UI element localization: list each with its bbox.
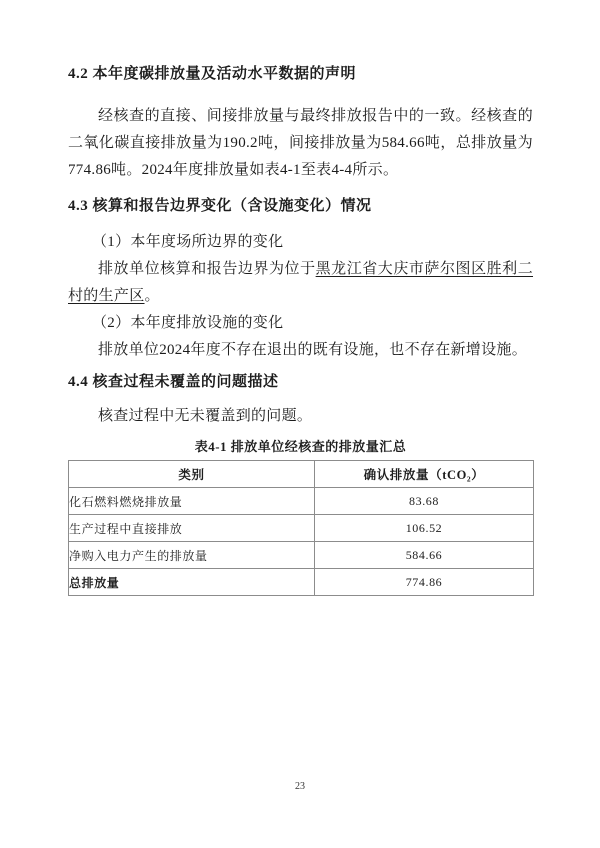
table-row-total [69,569,534,596]
boundary-text-prefix: 排放单位核算和报告边界为位于 [98,261,316,277]
section-4-3-item-1: （1）本年度场所边界的变化 [92,234,284,250]
page-number: 23 [295,781,305,792]
row-value-total: 774.86 [315,569,534,596]
table-row [69,515,534,542]
section-4-4-heading: 4.4 核查过程未覆盖的问题描述 [68,374,279,390]
table-4-1-title: 表4-1 排放单位经核查的排放量汇总 [194,439,407,454]
column-header-category: 类别 [69,461,315,488]
section-4-4-paragraph: 核查过程中无未覆盖到的问题。 [98,408,313,424]
row-value: 83.68 [315,488,534,515]
section-4-3-facility-paragraph: 排放单位2024年度不存在退出的既有设施，也不存在新增设施。 [98,342,528,358]
section-4-2-heading: 4.2 本年度碳排放量及活动水平数据的声明 [68,66,357,82]
section-4-3-item-2: （2）本年度排放设施的变化 [92,315,284,331]
section-4-2-paragraph: 经核查的直接、间接排放量与最终排放报告中的一致。经核查的二氧化碳直接排放量为190.2吨，间接排放量为584.66吨，总排放量为774.86吨。2024年度排放量如表4-1至表4-4所示。 [68,108,533,178]
row-value: 106.52 [315,515,534,542]
row-category: 净购入电力产生的排放量 [69,542,315,569]
row-value: 584.66 [315,542,534,569]
emissions-summary-table [68,460,534,596]
section-4-3-boundary-paragraph [68,256,533,310]
boundary-location-underlined: 黑龙江省大庆市萨尔图区胜利二村的生产区 [68,261,534,304]
row-category: 生产过程中直接排放 [69,515,315,542]
table-row [69,488,534,515]
column-header-confirmed-emissions: 确认排放量（tCO₂） [315,461,534,488]
table-header-row [69,461,534,488]
row-category: 化石燃料燃烧排放量 [69,488,315,515]
section-4-3-heading: 4.3 核算和报告边界变化（含设施变化）情况 [68,198,372,214]
row-category-total: 总排放量 [69,569,315,596]
table-row [69,542,534,569]
boundary-text-suffix: 。 [144,288,160,304]
